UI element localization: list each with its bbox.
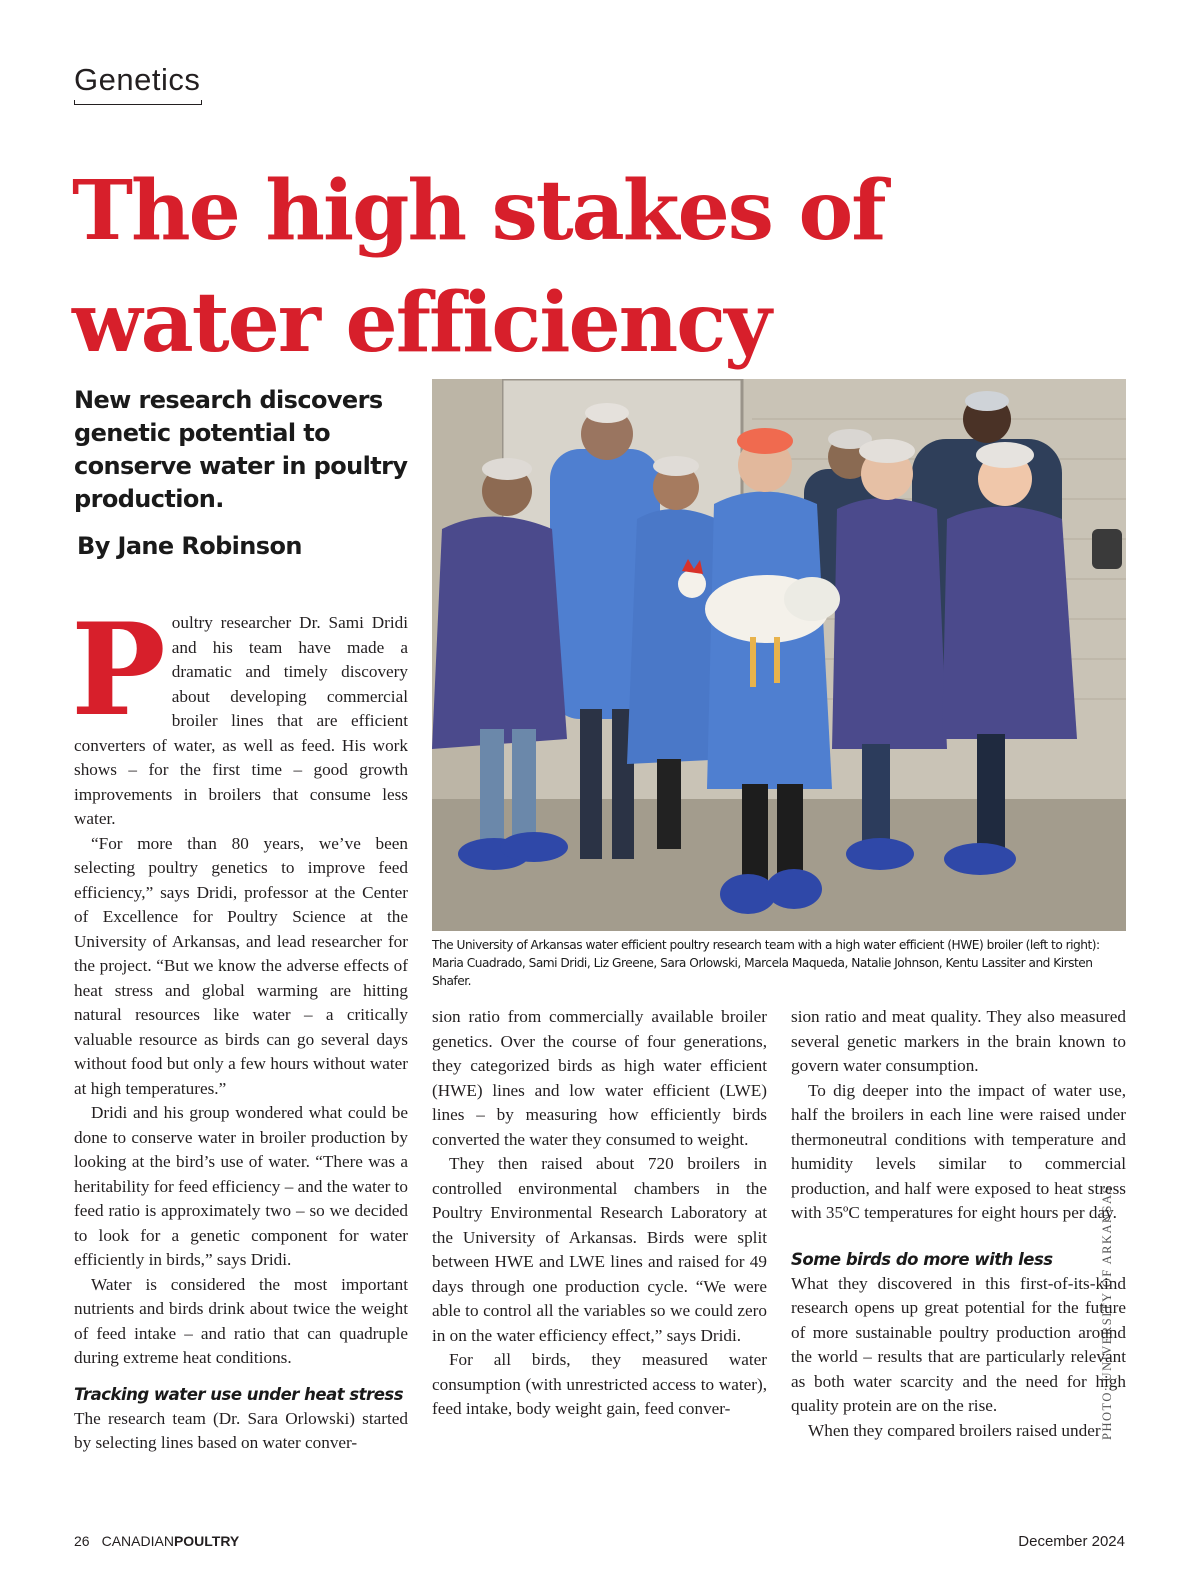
photo-caption: The University of Arkansas water efficient poultry research team with a high water efficient (HWE) broiler (left to right): Maria Cuadrado, Sami Dridi, Liz Greene, Sara Orlowski, Marcela Maqueda, Natalie Johnson, Kentu Lassiter and Kirsten Shafer. bbox=[432, 938, 1100, 988]
body-paragraph: They then raised about 720 broilers in controlled environmental chambers in the Poultry Environmental Research Laboratory at the University of Arkansas. Birds were split between HWE and LWE lines and raised for 49 days through one production cycle. “We were able to control all the variables so we could zero in on the water efficiency effect,” says Dridi. bbox=[432, 1154, 767, 1345]
body-paragraph: The research team (Dr. Sara Orlowski) started by selecting lines based on water conver- bbox=[74, 1408, 408, 1452]
body-paragraph: To dig deeper into the impact of water use, half the broilers in each line were raised under thermoneutral conditions with temperature and humidity levels similar to commercial production, and half were exposed to heat stress with 35ºC temperatures for eight hours per day. bbox=[791, 1080, 1126, 1222]
body-paragraph: “For more than 80 years, we’ve been selecting poultry genetics to improve feed efficiency,” says Dridi, professor at the Center of Excellence for Poultry Science at the University of Arkansas, and lead researcher for the project. “But we know the adverse effects of heat stress and global warming are hitting natural resources like water – a critically valuable resource as birds can go several days without food but only a few hours without water at high temperatures.” bbox=[74, 833, 408, 1098]
team-photo-illustration bbox=[432, 379, 1126, 931]
lead-paragraph bbox=[71, 596, 408, 832]
headline-line-1: The high stakes of bbox=[72, 163, 885, 259]
article-column-1 bbox=[71, 596, 408, 1456]
body-paragraph: sion ratio from commercially available broiler genetics. Over the course of four generations, they categorized birds as high water efficient (HWE) lines and low water efficient (LWE) lines – by measuring how efficiently birds converted the water they consumed to weight. bbox=[432, 1007, 767, 1149]
page-number: 26 bbox=[74, 1533, 90, 1549]
lead-paragraph-text: oultry researcher Dr. Sami Dridi and his team have made a dramatic and timely discovery about developing commercial broiler lines that are efficient converters of water, as well as feed. His work shows – for the first time – good growth improvements in broilers that consume less water. bbox=[74, 613, 408, 828]
issue-date: December 2024 bbox=[1018, 1533, 1125, 1550]
body-paragraph: Water is considered the most important nutrients and birds drink about twice the weight of feed intake – and ratio that can quadruple during extreme heat conditions. bbox=[74, 1274, 408, 1367]
body-paragraph: When they compared broilers raised under bbox=[808, 1420, 1101, 1440]
body-paragraph: What they discovered in this first-of-its-kind research opens up great potential for the future of more sustainable poultry production around the world – results that are particularly relevant as both water scarcity and the need for high quality protein are on the rise. bbox=[791, 1273, 1126, 1415]
body-paragraph: For all birds, they measured water consumption (with unrestricted access to water), feed intake, body weight gain, feed conver- bbox=[432, 1350, 767, 1418]
subhead-some-birds: Some birds do more with less bbox=[791, 1249, 1053, 1269]
magazine-name-light: CANADIAN bbox=[101, 1533, 174, 1549]
section-rule bbox=[74, 104, 202, 105]
headline bbox=[72, 155, 1132, 379]
section-label: Genetics bbox=[74, 62, 201, 97]
footer-folio bbox=[74, 1533, 239, 1549]
magazine-name-bold: POULTRY bbox=[173, 1533, 240, 1549]
team-photo bbox=[432, 379, 1126, 931]
headline-line-2: water efficiency bbox=[72, 275, 770, 371]
article-column-3 bbox=[791, 1005, 1126, 1443]
body-paragraph: Dridi and his group wondered what could be done to conserve water in broiler production by looking at the bird’s use of water. “There was a heritability for feed efficiency – and the water to feed ratio is approximately two – so we decided to look for a genetic component for water efficiently in birds,” says Dridi. bbox=[74, 1103, 408, 1269]
dek: New research discovers genetic potential to conserve water in poultry production. bbox=[74, 386, 408, 513]
photo-credit: PHOTO: UNIVERSITY OF ARKANSAS bbox=[1100, 1185, 1114, 1440]
byline: By Jane Robinson bbox=[77, 532, 302, 560]
drop-cap: P bbox=[71, 596, 166, 744]
body-paragraph: sion ratio and meat quality. They also measured several genetic markers in the brain known to govern water consumption. bbox=[791, 1007, 1126, 1075]
subhead-tracking-water: Tracking water use under heat stress bbox=[74, 1384, 404, 1404]
article-column-2 bbox=[432, 1005, 767, 1422]
